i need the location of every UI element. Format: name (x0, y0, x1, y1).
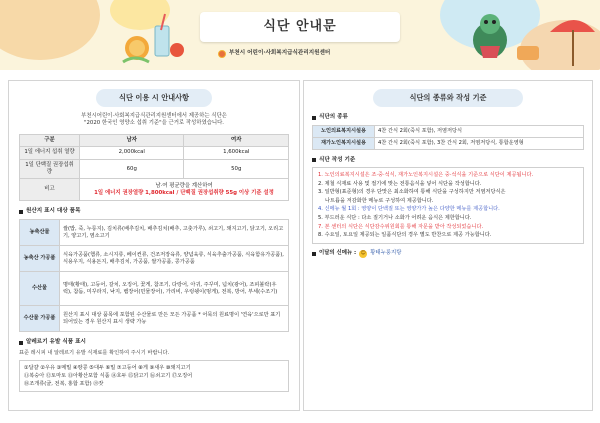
section-title-text: 식단 작성 기준 (319, 156, 356, 163)
intro-line: "2020 한국인 영양소 섭취 기준"을 근거로 작성하였습니다. (83, 120, 225, 127)
kind-description: 4찬 간식 2회(죽식 포함), 저염저당식 (375, 125, 584, 137)
table-row (20, 179, 289, 201)
items-cell: 식육가공품(햄류, 소시지류, 베이컨류, 건조저장육류, 양념육류, 식육추출가공품, 식육함유가공품), 식용우지, 식용돈지, 배추김치, 가공품, 쌀가공품, 콩가공품 (60, 246, 289, 272)
guide-panel (8, 80, 300, 411)
criteria-item: 2. 제철 식재료 사용 및 절기에 맞는 전통음식을 넣어 식단을 작성합니다. (318, 180, 482, 187)
criteria-item: 1. 노인의료복지시설은 조·중·석식, 재가노인복지시설은 중·석식을 기준으로 식단이 제공됩니다. (318, 172, 534, 179)
allergy-line: ⑪복숭아 ⑫토마토 ⑬아황산포함 식품 ⑭호두 ⑮닭고기 ⑯쇠고기 ⑰오징어 (24, 372, 193, 379)
female-value: 50g (184, 159, 289, 179)
nutrition-table (19, 134, 289, 202)
row-label: 1일 에너지 섭취 열량 (20, 146, 80, 159)
new-menu-name: 황태누룽지탕 (370, 250, 402, 257)
row-label: 비고 (20, 179, 80, 201)
allergy-line: ①달걀 ②우유 ③메밀 ④땅콩 ⑤대두 ⑥밀 ⑦고등어 ⑧게 ⑨새우 ⑩돼지고기 (24, 364, 191, 371)
origin-section-title (19, 208, 289, 216)
table-row (313, 125, 584, 137)
kind-description: 4찬 간식 2회(죽식 포함), 3찬 간식 2회, 저염저당식, 통합운영형 (375, 137, 584, 149)
note-line: 남·여 평균량을 계산하여 (155, 182, 213, 189)
items-cell: 명태(황태), 고등어, 갈치, 오징어, 꽃게, 참조기, 다랑어, 아귀, 주꾸미, 넙치(광어), 조피볼락(우럭), 참돔, 미꾸라지, 낙지, 뱀장어(민물장어), 가리비, 우렁쉥이(멍게), 전복, 방어, 부세(수조기) (60, 272, 289, 306)
banner-title-box (200, 12, 400, 42)
fruit-drink-illustration (115, 10, 195, 65)
allergy-section-title (19, 339, 289, 347)
table-row (20, 159, 289, 179)
category-cell: 노인의료복지시설용 (313, 125, 375, 137)
column-header: 여자 (184, 134, 289, 146)
note-cell (80, 179, 289, 201)
page-title: 식단 안내문 (263, 19, 337, 35)
column-header: 구분 (20, 134, 80, 146)
banner (0, 0, 600, 70)
category-cell: 수산물 (20, 272, 60, 306)
bullet-square-icon (312, 158, 316, 162)
criteria-item: 4. 신메뉴 월 1회 : 영양이 단백질 또는 영양가가 높은 다양한 메뉴를 제공합니다. (318, 206, 500, 213)
category-cell: 농축산 가공품 (20, 246, 60, 272)
table-row (20, 272, 289, 306)
center-name: 부천시 어린이·사회복지급식관리지원센터 (229, 50, 331, 57)
guide-panel-header: 식단 이용 시 안내사항 (96, 89, 212, 107)
table-header-row (20, 134, 289, 146)
kind-section-title (312, 114, 582, 122)
criteria-section-title (312, 157, 582, 165)
criteria-item: 7. 본 센터의 식단은 식단감수위원회를 통해 자문을 받아 작성되었습니다. (318, 223, 484, 230)
allergy-note: 표준 레시피 내 알레르기 유발 식재료를 확인하여 주시기 바랍니다. (19, 349, 170, 356)
new-menu-label: 이달의 신메뉴 : (319, 250, 357, 257)
note-highlight: 1일 에너지 권장열량 1,800kcal / 단백질 권장섭취량 55g 이상 기준 설정 (94, 189, 274, 196)
category-cell: 수산물 가공품 (20, 306, 60, 332)
center-logo-icon (218, 50, 226, 58)
criteria-panel-header: 식단의 종류와 작성 기준 (373, 89, 523, 107)
bullet-square-icon (312, 116, 316, 120)
bullet-square-icon (19, 210, 23, 214)
table-row (20, 146, 289, 159)
table-row (20, 246, 289, 272)
criteria-item: 3. 일반형(표준형)의 경우 단맛은 최소화하여 통해 식단을 구성하지만 저염저당식은 (318, 189, 506, 196)
turtle-umbrella-illustration (455, 6, 595, 68)
criteria-list (312, 167, 584, 244)
bullet-square-icon (312, 252, 316, 256)
menu-kind-table (312, 125, 584, 150)
category-cell: 농축산물 (20, 220, 60, 246)
criteria-item: 8. 수요일, 토요일 제공되는 일품식단의 경우 별도 반찬으로 제공 가능합니다. (318, 232, 492, 239)
intro-line: 부천시어린이·사회복지급식관리지원센터에서 제공하는 식단은 (81, 113, 227, 119)
bullet-square-icon (19, 341, 23, 345)
male-value: 2,000kcal (80, 146, 184, 159)
section-title-text: 알레르기 유발 식품 표시 (26, 339, 86, 346)
section-title-text: 식단의 종류 (319, 114, 348, 120)
criteria-panel (303, 80, 593, 411)
intro-text (9, 113, 299, 128)
origin-table (19, 219, 289, 332)
section-title-text: 원산지 표시 대상 품목 (26, 208, 81, 215)
decor-blob (0, 0, 100, 60)
items-cell: 원산지 표시 대상 품목에 포함된 수산물로 만든 모든 가공품 * 어묵의 원료명이 '연육'으로만 표기되어있는 경우 원산지 표시 생략 가능 (60, 306, 289, 332)
banner-subtitle (218, 50, 330, 58)
new-menu-row (312, 250, 584, 258)
category-cell: 재가노인복지시설용 (313, 137, 375, 149)
female-value: 1,600kcal (184, 146, 289, 159)
table-row (20, 220, 289, 246)
column-header: 남자 (80, 134, 184, 146)
criteria-item: 5. 부드러운 식단 : 다소 질기거나 소화가 어려운 음식은 제한합니다. (318, 215, 472, 222)
allergy-line: ⑱조개류(굴, 전복, 홍합 포함) ⑲잣 (24, 380, 104, 387)
row-label: 1일 단백질 권장섭취량 (20, 159, 80, 179)
allergy-list (19, 360, 289, 392)
criteria-item: 나트륨을 저감화한 메뉴로 구성하여 제공합니다. (325, 197, 434, 204)
smiley-icon: ☺ (360, 250, 366, 257)
table-row (20, 306, 289, 332)
male-value: 60g (80, 159, 184, 179)
items-cell: 쌀(밥, 죽, 누룽지), 김치류(배추김치, 배추김치(배추, 고춧가루), 쇠고기, 돼지고기, 닭고기, 오리고기, 양고기, 염소고기 (60, 220, 289, 246)
table-row (313, 137, 584, 149)
